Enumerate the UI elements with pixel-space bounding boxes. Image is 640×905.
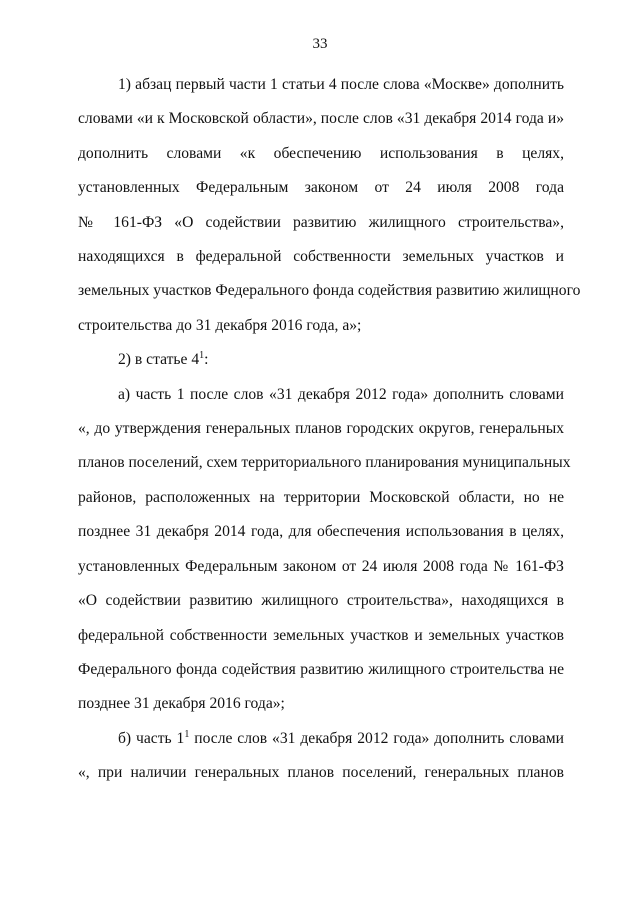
paragraph-1: [78, 68, 581, 343]
text-line: установленных Федеральным законом от 24 июля 2008 года № 161-ФЗ: [78, 557, 564, 575]
superscript: 1: [184, 728, 190, 740]
superscript: 1: [199, 350, 205, 362]
text-line: а) часть 1 после слов «31 декабря 2012 года» дополнить словами: [118, 385, 564, 403]
paragraph-3: [78, 378, 571, 722]
text-line: позднее 31 декабря 2016 года»;: [78, 695, 285, 713]
text-segment: 2) в статье 4: [118, 351, 200, 369]
text-line: позднее 31 декабря 2014 года, для обеспечения использования в целях,: [78, 523, 564, 541]
text-line: словами «и к Московской области», после слов «31 декабря 2014 года и»: [78, 110, 564, 128]
text-line: № 161-ФЗ «О содействии развитию жилищного строительства»,: [78, 213, 564, 231]
text-line: строительства до 31 декабря 2016 года, а»;: [78, 316, 362, 334]
text-line: установленных Федеральным законом от 24 июля 2008 года: [78, 179, 564, 197]
text-line: «, при наличии генеральных планов поселений, генеральных планов: [78, 764, 564, 782]
paragraph-4: [78, 722, 564, 791]
text-line: 1) абзац первый части 1 статьи 4 после слова «Москве» дополнить: [118, 76, 564, 93]
text-line: [78, 343, 564, 377]
document-body: [78, 68, 581, 791]
text-line: дополнить словами «к обеспечению использования в целях,: [78, 144, 564, 162]
text-line: Федерального фонда содействия развитию жилищного строительства не: [78, 660, 564, 678]
text-line: федеральной собственности земельных участков и земельных участков: [78, 626, 564, 644]
text-line: «О содействии развитию жилищного строительства», находящихся в: [78, 592, 564, 610]
text-segment: после слов «31 декабря 2012 года» дополнить словами: [189, 729, 564, 747]
paragraph-2: [78, 343, 564, 377]
text-segment: :: [204, 351, 209, 369]
text-segment: б) часть 1: [118, 729, 185, 747]
page-number: 33: [312, 36, 328, 52]
text-line: [78, 722, 564, 756]
text-line: районов, расположенных на территории Московской области, но не: [78, 488, 564, 506]
text-line: земельных участков Федерального фонда содействия развитию жилищного: [78, 282, 581, 300]
text-line: «, до утверждения генеральных планов городских округов, генеральных: [78, 420, 564, 438]
text-line: находящихся в федеральной собственности земельных участков и: [78, 248, 564, 266]
text-line: планов поселений, схем территориального планирования муниципальных: [78, 454, 571, 472]
